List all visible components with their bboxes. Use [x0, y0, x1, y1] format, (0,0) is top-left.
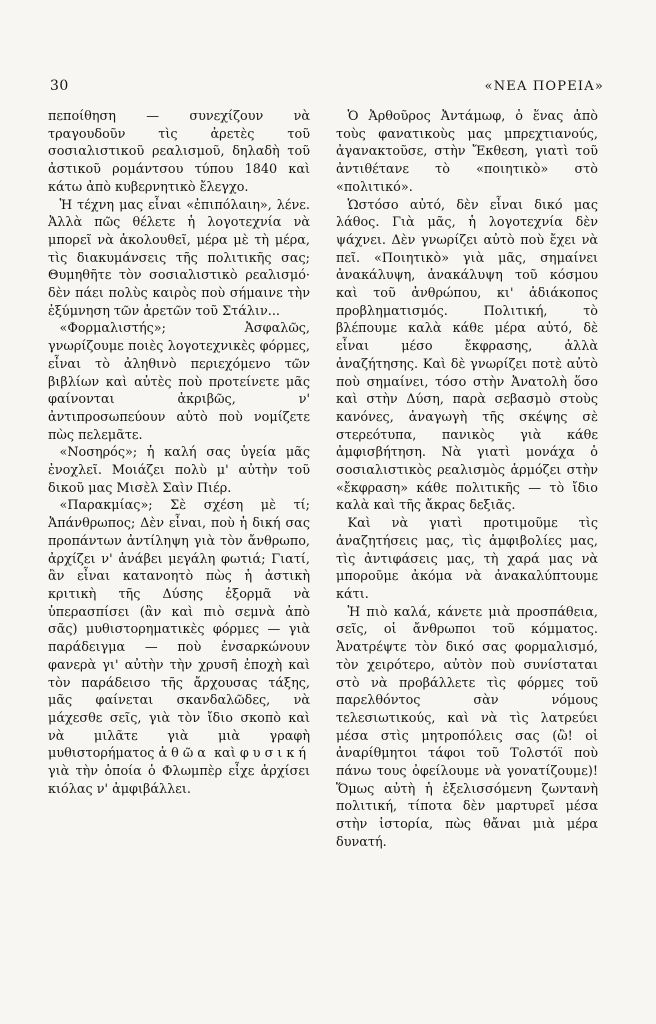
- paragraph: πεποίθηση — συνεχίζουν νὰ τραγουδοῦν τὶς ἀρετὲς τοῦ σοσιαλιστικοῦ ρεαλισμοῦ, δηλαδὴ τοῦ ἀστικοῦ ρομάντσου τύπου 1840 καὶ κάτω ἀπὸ κυβερνητικὸ ἔλεγχο.: [48, 109, 310, 195]
- paragraph: Ἡ τέχνη μας εἶναι «ἐπιπόλαιη», λένε. Ἀλλὰ πῶς θέλετε ἡ λογοτεχνία νὰ μπορεῖ νὰ ἀκολουθεῖ, μέρα μὲ τὴ μέρα, τὶς διακυμάνσεις τῆς πολιτικῆς σας; Θυμηθῆτε τὸν σοσιαλιστικὸ ρεαλισμό· δὲν πάει πολὺς καιρὸς ποὺ σήμαινε τὴν ἐξύμνηση τῶν ἀρετῶν τοῦ Στάλιν...: [48, 197, 310, 319]
- page-header: [50, 78, 604, 94]
- paragraph: «Νοσηρός»; ἡ καλή σας ὑγεία μᾶς ἐνοχλεῖ. Μοιάζει πολὺ μ' αὐτὴν τοῦ δικοῦ μας Μισὲλ Σαὶν Πιέρ.: [48, 445, 310, 496]
- paragraph: «Φορμαλιστής»; Ἀσφαλῶς, γνωρίζουμε ποιὲς λογοτεχνικὲς φόρμες, εἶναι τὸ ἀληθινὸ περιεχόμενο τῶν βιβλίων καὶ αὐτὲς ποὺ προτείνετε μᾶς φαίνονται ἀκριβῶς, ν' ἀντιπροσωπεύουν αὐτὸ ποὺ νομίζετε πὼς πελεμᾶτε.: [48, 321, 310, 443]
- paragraph-text: καὶ: [214, 746, 236, 762]
- paragraph: Ἡ πιὸ καλά, κάνετε μιὰ προσπάθεια, σεῖς, οἱ ἄνθρωποι τοῦ κόμματος. Ἀνατρέψτε τὸν δικό σας φορμαλισμό, τὸν χειρότερο, αὐτὸν ποὺ συνίσταται στὸ νὰ προβάλλετε τὶς φόρμες τοῦ παρελθόντος σὰν νόμους τελεσιωτικούς, καὶ νὰ τὶς λατρεύει μέσα στὶς μητροπόλεις σας (ὢ! οἱ ἀναρίθμητοι τάφοι τοῦ Τολστόϊ ποὺ πάνω τους ὀφείλουμε νὰ γονατίζουμε)! Ὅμως αὐτὴ ἡ ἐξελισσόμενη ζωντανὴ πολιτική, τίποτα δὲν μαρτυρεῖ μέσα στὴν ἱστορία, πὼς θἄναι μιὰ μέρα δυνατή.: [336, 604, 598, 850]
- emphasis-text: φυσική: [239, 746, 310, 762]
- paragraph-text: γιὰ τὴν ὁποία ὁ Φλωμπὲρ εἶχε ἀρχίσει κιόλας ν' ἀμφιβάλλει.: [48, 764, 310, 797]
- paragraph: [48, 497, 310, 798]
- paragraph: Ὡστόσο αὐτό, δὲν εἶναι δικό μας λάθος. Γιὰ μᾶς, ἡ λογοτεχνία δὲν ψάχνει. Δὲν γνωρίζει αὐτὸ ποὺ ἔχει νὰ πεῖ. «Ποιητικὸ» γιὰ μᾶς, σημαίνει ἀνακάλυψη, ἀνακάλυψη τοῦ κόσμου καὶ τοῦ ἀνθρώπου, κι' ἀδιάκοπος προβληματισμός. Πολιτική, τὸ βλέπουμε καλὰ κάθε μέρα αὐτό, δὲ εἶναι μέσο ἔκφρασης, ἀλλὰ ἀναζήτησης. Καὶ δὲ γνωρίζει ποτὲ αὐτὸ ποὺ σημαίνει, τόσο στὴν Ἀνατολὴ ὅσο καὶ στὴν Δύση, παρὰ σεβασμὸ στοὺς κανόνες, ἀναγωγὴ τῆς σκέψης σὲ στερεότυπα, πανικὸς γιὰ κάθε ἀμφισβήτηση. Νὰ γιατὶ μονάχα ὁ σοσιαλιστικὸς ρεαλισμὸς ἁρμόζει στὴν «ἔκφραση» κάθε πολιτικῆς — τὸ ἴδιο καλὰ καὶ τῆς ἄκρας δεξιᾶς.: [336, 197, 598, 514]
- paragraph-text: «Παρακμίας»; Σὲ σχέση μὲ τί; Ἀπάνθρωπος; Δὲν εἶναι, ποὺ ἡ δική σας προπάντων ἀντίληψη γιὰ τὸν ἄνθρωπο, ἀρχίζει ν' ἀνάβει μεγάλη φωτιά; Γιατί, ἂν εἶναι κατανοητὸ πὼς ἡ ἀστικὴ κριτικὴ τῆς Δύσης ἐξορμᾶ νὰ ὑπερασπίσει (ἂν καὶ πιὸ σεμνὰ ἀπὸ σᾶς) μυθιστορηματικὲς φόρμες — γιὰ παράδειγμα — ποὺ ἐνσαρκώνουν φανερὰ γι' αὐτὴν τὴν χρυσῆ ἐποχὴ καὶ τὸν παράδεισο τῆς ἄρχουσας τάξης, μᾶς φαίνεται σκανδαλῶδες, νὰ μάχεσθε σεῖς, γιὰ τὸν ἴδιο σκοπὸ καὶ νὰ μιλᾶτε γιὰ μιὰ γραφὴ μυθιστορήματος: [48, 498, 310, 762]
- paragraph: Ὁ Ἀρθοῦρος Ἀντάμωφ, ὁ ἕνας ἀπὸ τοὺς φανατικοὺς μας μπρεχτιανούς, ἀγανακτοῦσε, στὴν Ἔκθεση, γιατὶ τοῦ ἀντιθέτανε τὸ «ποιητικὸ» στὸ «πολιτικό».: [336, 109, 598, 195]
- right-column: [336, 108, 598, 852]
- paragraph: Καὶ νὰ γιατὶ προτιμοῦμε τὶς ἀναζητήσεις μας, τὶς ἀμφιβολίες μας, τὶς ἀντιφάσεις μας, τὴ χαρά μας νὰ μποροῦμε ἀκόμα νὰ ἀνακαλύπτουμε κάτι.: [336, 516, 598, 602]
- page-number: 30: [50, 78, 69, 94]
- left-column: [48, 108, 310, 798]
- journal-title: «ΝΕΑ ΠΟΡΕΙΑ»: [484, 79, 604, 94]
- emphasis-text: ἀθῶα: [158, 746, 210, 762]
